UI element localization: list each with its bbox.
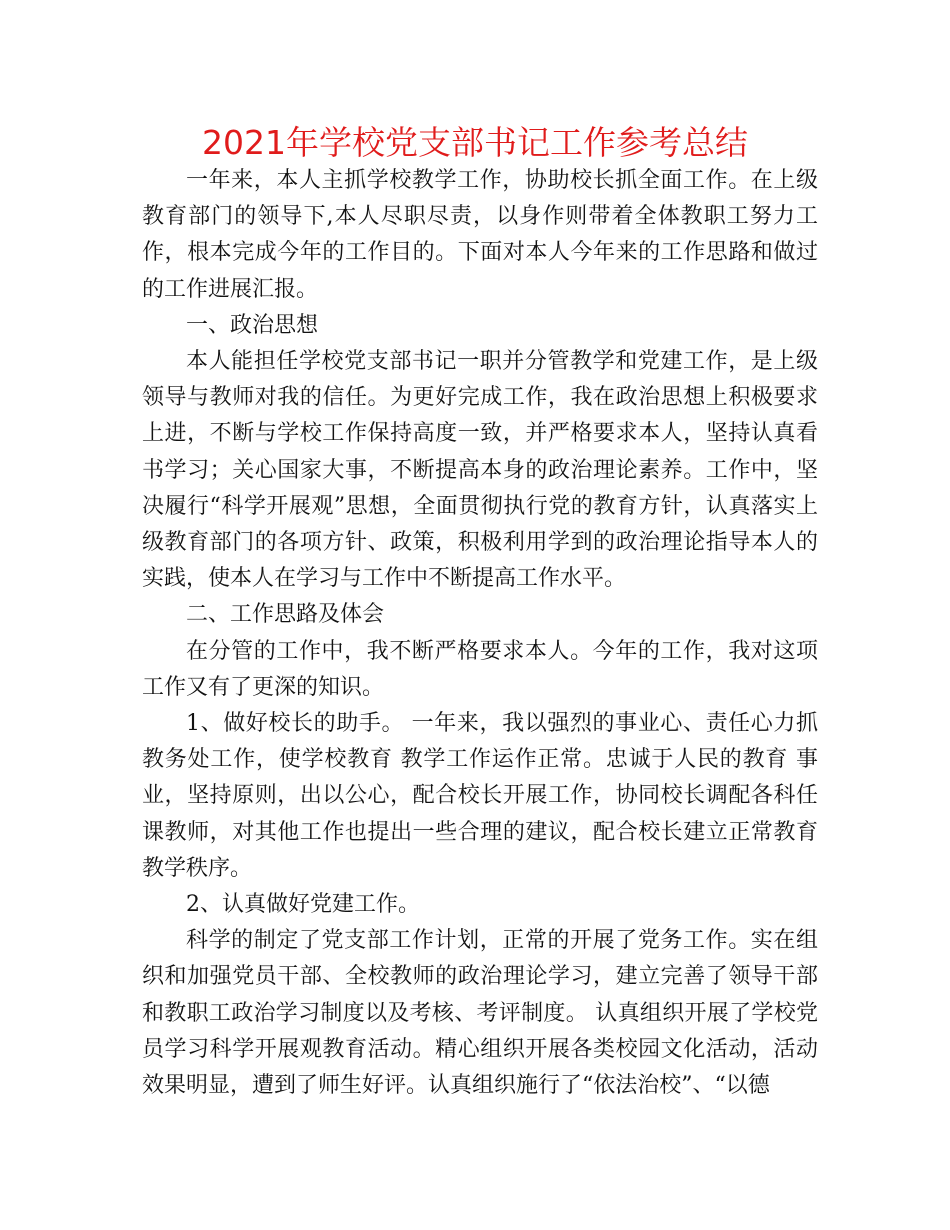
subheading-party-building: 2、认真做好党建工作。 — [186, 892, 420, 918]
document-title: 2021年学校党支部书记工作参考总结 — [202, 123, 748, 162]
paragraph-intro: 一年来，本人主抓学校教学工作，协助校长抓全面工作。在上级教育部门的领导下,本人尽职尽责，以身作则带着全体教职工努力工作，根本完成今年的工作目的。下面对本人今年来的工作思路和做过的工作进展汇报。 — [142, 168, 818, 302]
paragraph-assistant-role: 1、做好校长的助手。 一年来，我以强烈的事业心、责任心力抓教务处工作，使学校教育 教学工作运作正常。忠诚于人民的教育 事业，坚持原则，出以公心，配合校长开展工作，协同校长调配各科任课教师，对其他工作也提出一些合理的建议，配合校长建立正常教育教学秩序。 — [142, 711, 818, 881]
section-heading-political-thought: 一、政治思想 — [186, 312, 319, 338]
paragraph-party-building: 科学的制定了党支部工作计划，正常的开展了党务工作。实在组织和加强党员干部、全校教师的政治理论学习，建立完善了领导干部和教职工政治学习制度以及考核、考评制度。 认真组织开展了学校党员学习科学开展观教育活动。精心组织开展各类校园文化活动，活动效果明显，遭到了师生好评。认真组织施行了“依法治校”、“以德 — [142, 928, 818, 1099]
paragraph-work-ideas: 在分管的工作中，我不断严格要求本人。今年的工作，我对这项工作又有了更深的知识。 — [142, 638, 818, 700]
document-body — [142, 163, 818, 1104]
section-heading-work-ideas: 二、工作思路及体会 — [186, 602, 385, 628]
paragraph-political-thought: 本人能担任学校党支部书记一职并分管教学和党建工作，是上级领导与教师对我的信任。为更好完成工作，我在政治思想上积极要求上进，不断与学校工作保持高度一致，并严格要求本人，坚持认真看书学习；关心国家大事，不断提高本身的政治理论素养。工作中，坚决履行“科学开展观”思想，全面贯彻执行党的教育方针，认真落实上级教育部门的各项方针、政策，积极利用学到的政治理论指导本人的实践，使本人在学习与工作中不断提高工作水平。 — [142, 349, 818, 592]
